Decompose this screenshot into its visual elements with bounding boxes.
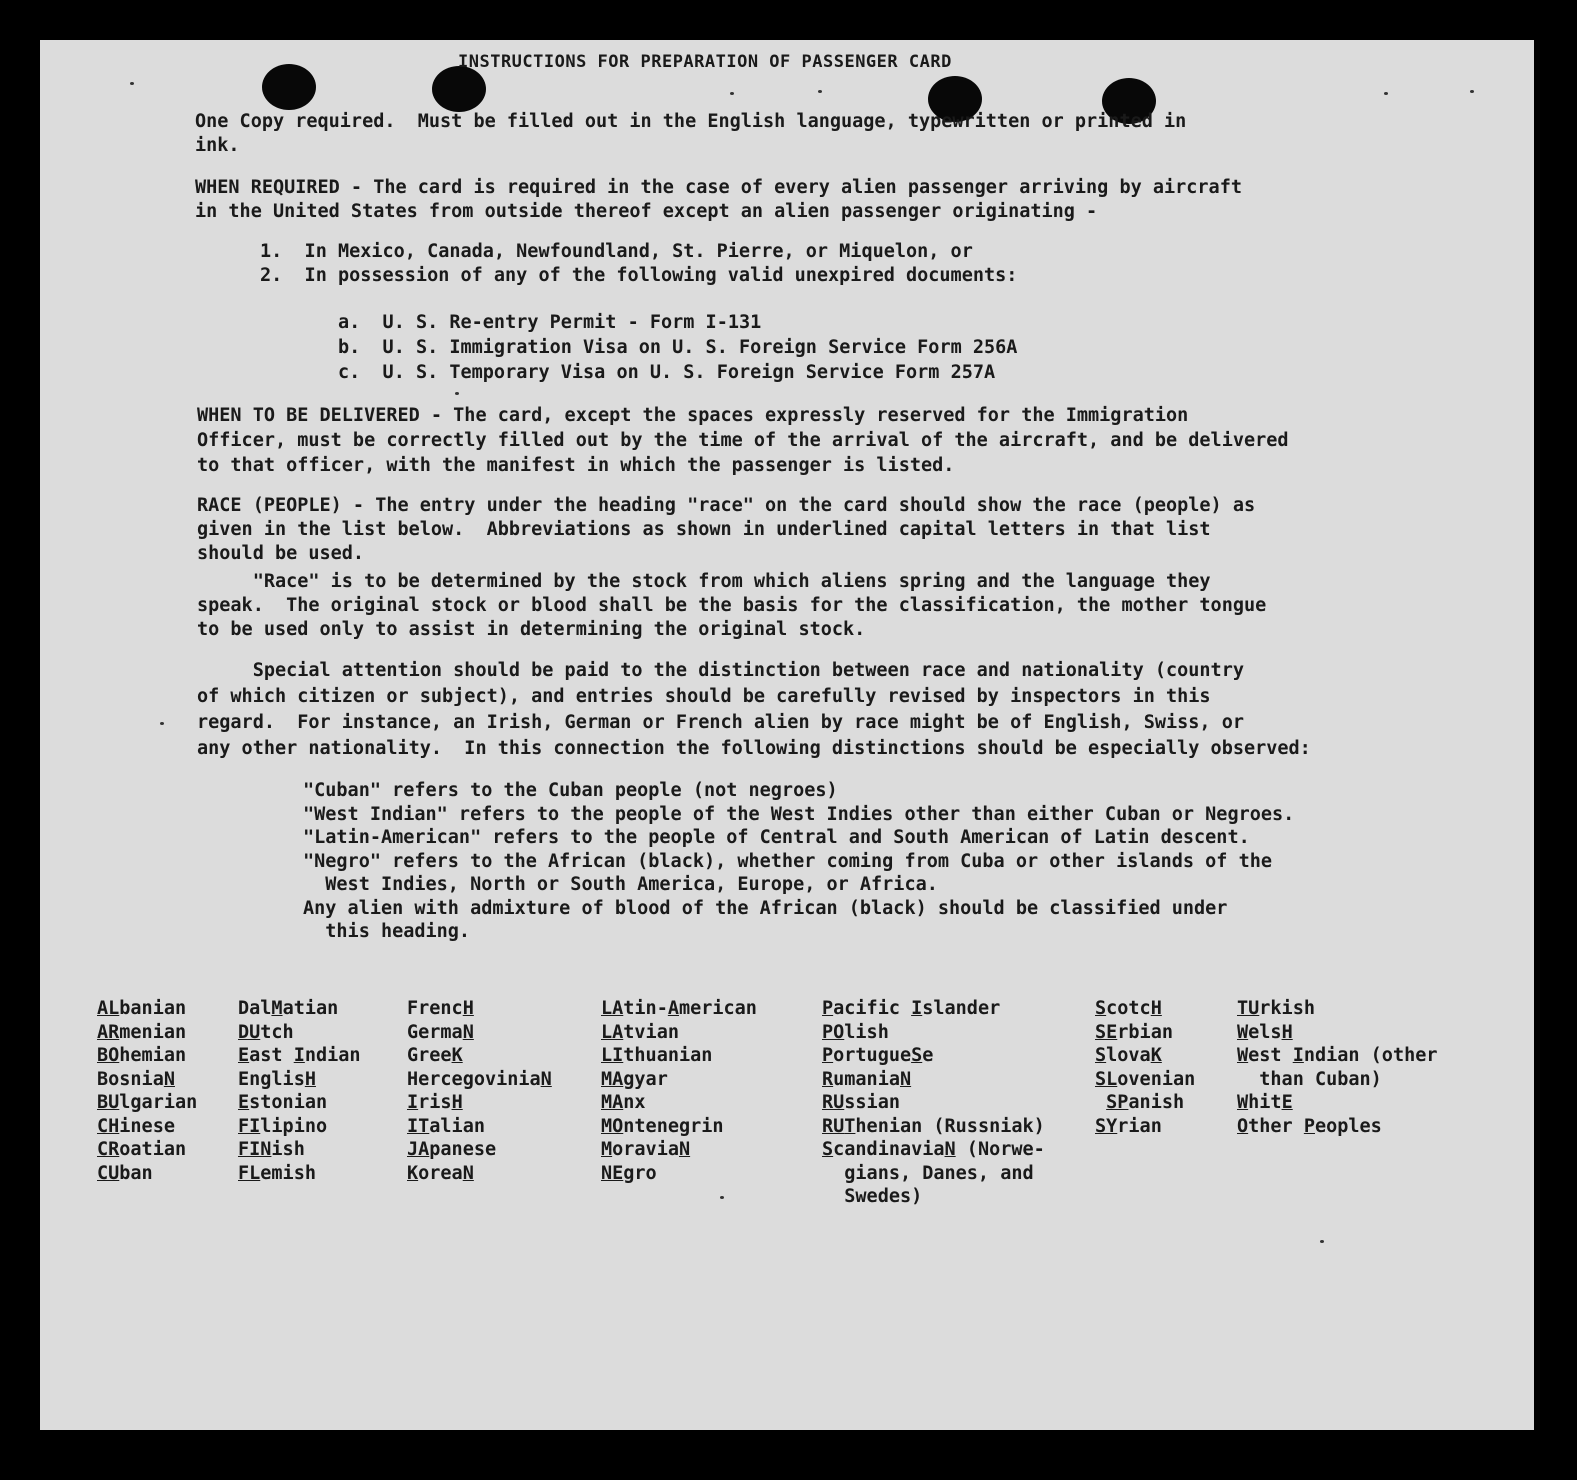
race-column-2 [238, 997, 361, 1185]
lettered-list: a. U. S. Re-entry Permit - Form I-131 b. U. S. Immigration Visa on U. S. Foreign Service Form 256A c. U. S. Temporary Visa on U. S. Foreign Service Form 257A [338, 312, 1018, 383]
race-item: ScandinaviaN (Norwe- [822, 1139, 1045, 1160]
numbered-list: 1. In Mexico, Canada, Newfoundland, St. Pierre, or Miquelon, or 2. In possession of any of the following valid unexpired documents: [260, 241, 1018, 286]
race-item: FINish [238, 1139, 305, 1160]
race-item: ITalian [407, 1115, 485, 1137]
race-item: MoraviaN [601, 1139, 691, 1160]
race-item: Swedes) [822, 1186, 923, 1207]
race-column-1 [97, 997, 197, 1185]
race-item: East Indian [238, 1045, 361, 1066]
race-item: ARmenian [97, 1021, 187, 1043]
race-item: gians, Danes, and [822, 1162, 1034, 1184]
punch-hole [432, 66, 486, 112]
race-item: CHinese [97, 1115, 175, 1137]
document-title: INSTRUCTIONS FOR PREPARATION OF PASSENGER CARD [458, 52, 952, 72]
race-item: RUThenian (Russniak) [822, 1115, 1045, 1137]
paragraph-when-delivered: WHEN TO BE DELIVERED - The card, except the spaces expressly reserved for the Immigration Officer, must be correctly filled out by the time of the arrival of the aircraft, and be delivered to that officer, with the manifest in which the passenger is listed. [197, 405, 1289, 476]
race-column-4 [601, 997, 757, 1185]
race-item: TUrkish [1237, 998, 1315, 1019]
race-item: WhitE [1237, 1092, 1293, 1113]
race-item: LAtin-American [601, 998, 757, 1019]
race-item: SErbian [1095, 1021, 1173, 1043]
race-column-5 [822, 997, 1045, 1209]
race-column-3 [407, 997, 552, 1185]
race-item: PortugueSe [822, 1045, 934, 1066]
race-item: GreeK [407, 1045, 463, 1066]
race-item: LAtvian [601, 1021, 679, 1043]
race-item: Estonian [238, 1092, 328, 1113]
race-item: BOhemian [97, 1045, 187, 1066]
race-item: West Indian (other [1237, 1045, 1438, 1066]
race-item: SlovaK [1095, 1045, 1162, 1066]
race-column-6 [1095, 997, 1195, 1138]
paragraph-race: RACE (PEOPLE) - The entry under the heading "race" on the card should show the race (people) as given in the list below. Abbreviations as shown in underlined capital letters in that list should be used. [197, 495, 1256, 564]
race-item: Pacific Islander [822, 998, 1001, 1019]
paragraph-special-attention: Special attention should be paid to the distinction between race and nationality (country of which citizen or subject), and entries should be carefully revised by inspectors in this regard. For instance, an Irish, German or French alien by race might be of English, Swiss, or any other nationality. In this connection the following distinctions should be especially observed: [197, 660, 1311, 759]
race-item: than Cuban) [1237, 1068, 1382, 1090]
race-item: CRoatian [97, 1139, 187, 1160]
punch-hole [262, 64, 316, 110]
race-item: DUtch [238, 1021, 294, 1043]
race-item: RUssian [822, 1092, 900, 1113]
race-item: MAnx [601, 1092, 646, 1113]
race-item: POlish [822, 1021, 889, 1043]
race-item: GermaN [407, 1021, 474, 1043]
race-item: EnglisH [238, 1068, 316, 1090]
race-item: SPanish [1106, 1092, 1185, 1113]
race-item: FLemish [238, 1162, 316, 1184]
paragraph-race-definition: "Race" is to be determined by the stock from which aliens spring and the language they speak. The original stock or blood shall be the basis for the classification, the mother tongue to be used only to assist in determining the original stock. [197, 571, 1267, 640]
race-item: NEgro [601, 1162, 657, 1184]
race-item: HercegoviniaN [407, 1068, 552, 1090]
race-item: LIthuanian [601, 1045, 713, 1066]
race-item: IrisH [407, 1092, 463, 1113]
race-item: ALbanian [97, 998, 187, 1019]
race-column-7 [1237, 997, 1438, 1138]
race-item: CUban [97, 1162, 153, 1184]
race-item: MAgyar [601, 1068, 668, 1090]
distinctions-list: "Cuban" refers to the Cuban people (not negroes) "West Indian" refers to the people of the West Indies other than either Cuban or Negroes. "Latin-American" refers to the people of Central and South American of Latin descent. "Negro" refers to the African (black), whether coming from Cuba or other islands of the West Indies, North or South America, Europe, or Africa. Any alien with admixture of blood of the African (black) should be classified under this heading. [303, 780, 1295, 942]
paragraph-copy-required: One Copy required. Must be filled out in the English language, typewritten or printed in ink. [195, 111, 1187, 156]
paragraph-when-required: WHEN REQUIRED - The card is required in the case of every alien passenger arriving by aircraft in the United States from outside thereof except an alien passenger originating - [195, 177, 1242, 222]
race-item: WelsH [1237, 1021, 1293, 1043]
race-item: DalMatian [238, 998, 339, 1019]
race-item: Other Peoples [1237, 1115, 1382, 1137]
race-item: KoreaN [407, 1162, 474, 1184]
race-item: BosniaN [97, 1068, 175, 1090]
race-item: MOntenegrin [601, 1115, 724, 1137]
race-item: BUlgarian [97, 1092, 198, 1113]
race-item: SLovenian [1095, 1068, 1196, 1090]
race-item: JApanese [407, 1139, 497, 1160]
race-item: FrencH [407, 998, 474, 1019]
race-item: FIlipino [238, 1115, 328, 1137]
race-item: RumaniaN [822, 1068, 912, 1090]
race-item: ScotcH [1095, 998, 1162, 1019]
document-page [40, 40, 1534, 1430]
race-item: SYrian [1095, 1115, 1162, 1137]
